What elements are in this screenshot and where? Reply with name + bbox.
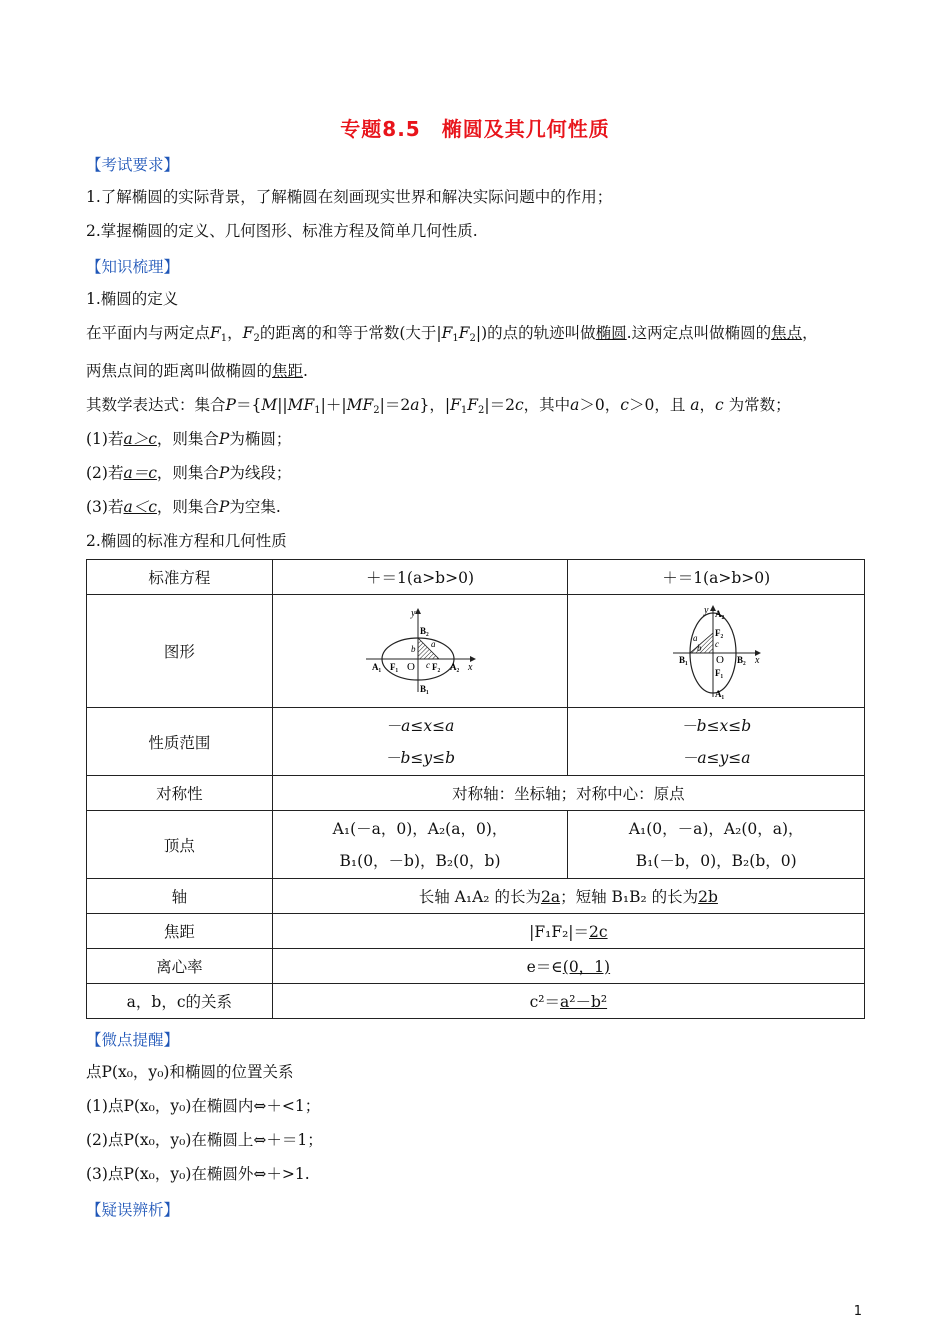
definition-math-expression: 其数学表达式：集合$P=\{M||MF_1|+|MF_2|=2a\}$，$|F_1F_2|=2c$，其中a＞0，c＞0，且 a，c 为常数； bbox=[86, 396, 791, 416]
label-origin: O bbox=[716, 654, 725, 666]
section-knowledge: 【知识梳理】 bbox=[86, 258, 180, 276]
table-heading: 2.椭圆的标准方程和几何性质 bbox=[86, 532, 287, 550]
vertical-ellipse-figure bbox=[669, 603, 763, 699]
row-label-axis: 轴 bbox=[87, 879, 273, 914]
row-label-standard-equation: 标准方程 bbox=[87, 560, 273, 595]
row-label-figure: 图形 bbox=[87, 595, 273, 708]
definition-paragraph-1: 在平面内与两定点$F_1$，$F_2$的距离的和等于常数(大于$|F_1F_2|$)的点的轨迹叫做椭圆.这两定点叫做椭圆的焦点， bbox=[86, 324, 818, 344]
table-row bbox=[87, 595, 865, 708]
y-axis-arrow-icon bbox=[415, 608, 421, 614]
label-x: x bbox=[468, 662, 473, 673]
term-ellipse: 椭圆 bbox=[595, 324, 627, 342]
tip-item-1: (1)点P(x₀，y₀)在椭圆内⇔＋<1； bbox=[86, 1097, 321, 1115]
table-row bbox=[87, 811, 865, 879]
table-row bbox=[87, 879, 865, 914]
term-focal-distance: 焦距 bbox=[272, 362, 304, 380]
label-a1: A₁ bbox=[372, 662, 382, 672]
label-f2: F₂ bbox=[432, 662, 441, 672]
vertex-vertical: A₁(0，－a)，A₂(0，a)， B₁(－b，0)，B₂(b，0) bbox=[568, 811, 865, 879]
axis-value: 长轴 A₁A₂ 的长为2a；短轴 B₁B₂ 的长为2b bbox=[272, 879, 864, 914]
label-f1: F₁ bbox=[390, 662, 399, 672]
figure-cell-horizontal bbox=[272, 595, 568, 708]
table-row bbox=[87, 949, 865, 984]
label-b1: B₁ bbox=[679, 655, 688, 665]
label-a2: A₂ bbox=[450, 662, 460, 672]
label-b2: B₂ bbox=[737, 655, 746, 665]
label-a: a bbox=[431, 639, 436, 649]
focal-distance-value: |F₁F₂|＝2c bbox=[272, 914, 864, 949]
row-label-symmetry: 对称性 bbox=[87, 776, 273, 811]
label-c: c bbox=[715, 639, 720, 649]
label-f1: F₁ bbox=[715, 668, 724, 678]
table-row bbox=[87, 560, 865, 595]
label-f2: F₂ bbox=[715, 628, 724, 638]
ellipse-properties-table bbox=[86, 559, 865, 1019]
label-y: y bbox=[411, 608, 416, 619]
tips-intro: 点P(x₀，y₀)和椭圆的位置关系 bbox=[86, 1063, 294, 1081]
tip-item-3: (3)点P(x₀，y₀)在椭圆外⇔＋>1. bbox=[86, 1165, 310, 1183]
term-focus: 焦点 bbox=[771, 324, 803, 342]
section-tips: 【微点提醒】 bbox=[86, 1031, 180, 1049]
exam-item-1: 1.了解椭圆的实际背景，了解椭圆在刻画现实世界和解决实际问题中的作用； bbox=[86, 188, 613, 206]
label-a: a bbox=[693, 633, 698, 643]
exam-item-2: 2.掌握椭圆的定义、几何图形、标准方程及简单几何性质. bbox=[86, 222, 478, 240]
label-b: b bbox=[411, 644, 416, 654]
row-label-range: 性质范围 bbox=[87, 708, 273, 776]
equation-horizontal: ＋＝1(a>b>0) bbox=[272, 560, 568, 595]
horizontal-ellipse-figure bbox=[362, 606, 478, 696]
range-horizontal: －a≤x≤a －b≤y≤b bbox=[272, 708, 568, 776]
page-number: 1 bbox=[853, 1304, 862, 1319]
definition-case-2: (2)若a＝c，则集合P为线段； bbox=[86, 464, 292, 482]
label-origin: O bbox=[407, 661, 415, 673]
equation-vertical: ＋＝1(a>b>0) bbox=[568, 560, 865, 595]
page-title: 专题8.5 椭圆及其几何性质 bbox=[340, 117, 610, 141]
definition-case-3: (3)若a＜c，则集合P为空集. bbox=[86, 498, 281, 516]
definition-heading: 1.椭圆的定义 bbox=[86, 290, 179, 308]
definition-paragraph-2: 两焦点间的距离叫做椭圆的焦距. bbox=[86, 362, 308, 380]
vertex-horizontal: A₁(－a，0)，A₂(a，0)， B₁(0，－b)，B₂(0，b) bbox=[272, 811, 568, 879]
figure-cell-vertical bbox=[568, 595, 865, 708]
symmetry-value: 对称轴：坐标轴；对称中心：原点 bbox=[272, 776, 864, 811]
row-label-relation: a，b，c的关系 bbox=[87, 984, 273, 1019]
range-vertical: －b≤x≤b －a≤y≤a bbox=[568, 708, 865, 776]
tip-item-2: (2)点P(x₀，y₀)在椭圆上⇔＋＝1； bbox=[86, 1131, 323, 1149]
table-row bbox=[87, 708, 865, 776]
table-row bbox=[87, 776, 865, 811]
eccentricity-value: e＝∈(0，1) bbox=[272, 949, 864, 984]
section-mistakes: 【疑误辨析】 bbox=[86, 1201, 180, 1219]
row-label-eccentricity: 离心率 bbox=[87, 949, 273, 984]
label-y: y bbox=[704, 605, 709, 616]
definition-case-1: (1)若a＞c，则集合P为椭圆； bbox=[86, 430, 292, 448]
row-label-vertex: 顶点 bbox=[87, 811, 273, 879]
label-b: b bbox=[697, 643, 702, 653]
label-a1: A₁ bbox=[715, 689, 725, 699]
relation-value: c²＝a²－b² bbox=[272, 984, 864, 1019]
section-exam-requirements: 【考试要求】 bbox=[86, 156, 180, 174]
label-b2: B₂ bbox=[420, 626, 429, 636]
label-x: x bbox=[755, 655, 760, 666]
label-b1: B₁ bbox=[420, 684, 429, 694]
table-row bbox=[87, 914, 865, 949]
label-c: c bbox=[426, 660, 431, 670]
row-label-focal-distance: 焦距 bbox=[87, 914, 273, 949]
table-row bbox=[87, 984, 865, 1019]
label-a2: A₂ bbox=[715, 609, 725, 619]
